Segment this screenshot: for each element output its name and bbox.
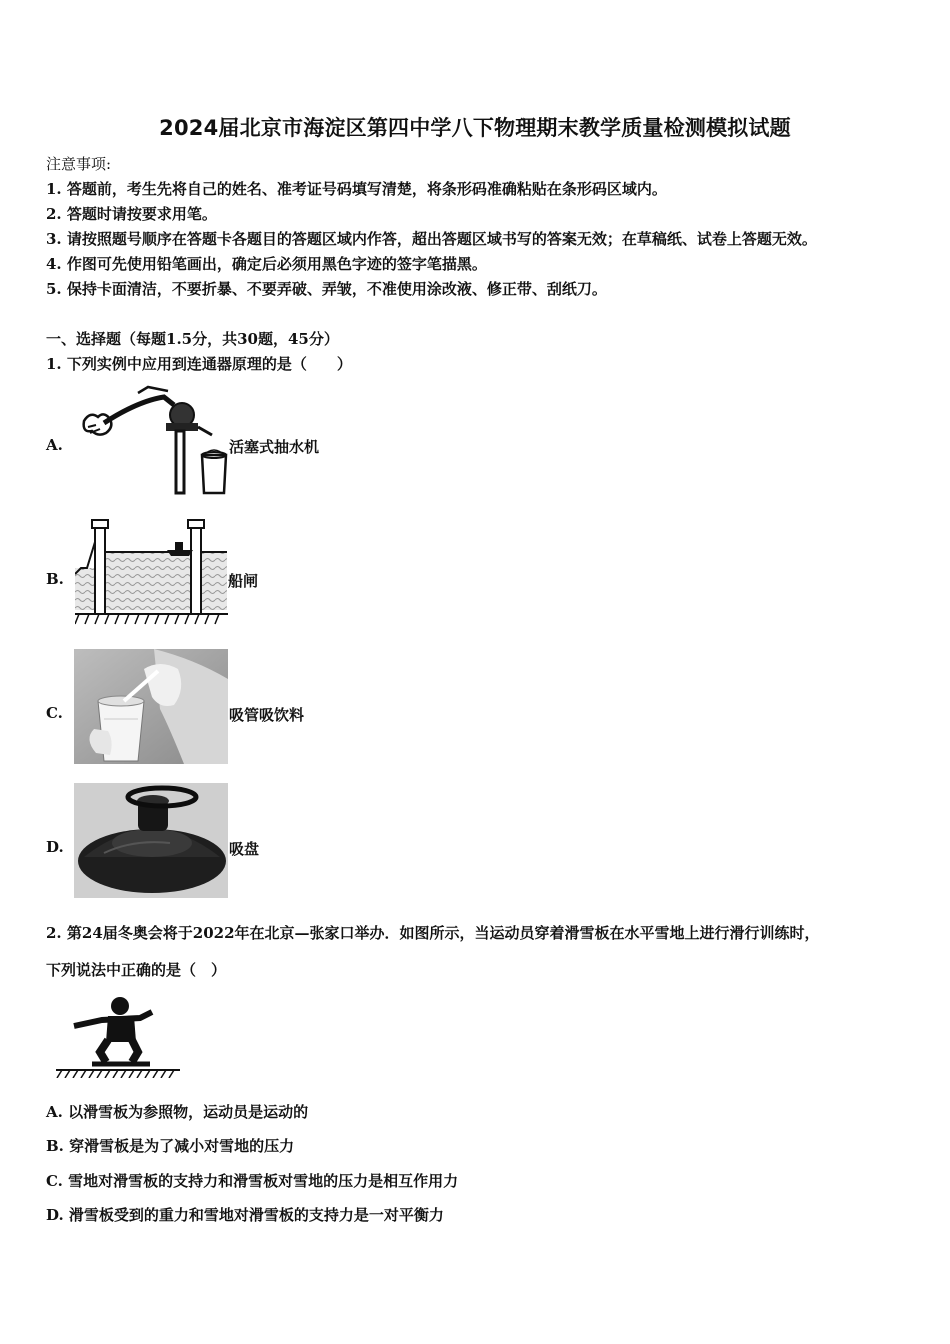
question-2-stem-line2: 下列说法中正确的是（ ）	[46, 961, 227, 979]
ship-lock-image	[75, 516, 228, 630]
note-item: 3. 请按照题号顺序在答题卡各题目的答题区域内作答，超出答题区域书写的答案无效；在草稿纸、试卷上答题无效。	[46, 230, 817, 248]
note-item: 5. 保持卡面清洁，不要折暴、不要弄破、弄皱，不准使用涂改液、修正带、刮纸刀。	[46, 280, 607, 298]
option-d-text: 吸盘	[229, 840, 260, 858]
notes-heading: 注意事项:	[46, 155, 112, 173]
option-d-letter: D.	[46, 838, 64, 856]
option-b-text: 船闸	[228, 572, 259, 590]
q2-option-d: D. 滑雪板受到的重力和雪地对滑雪板的支持力是一对平衡力	[46, 1206, 444, 1224]
option-b-letter: B.	[46, 570, 64, 588]
question-1-stem: 1. 下列实例中应用到连通器原理的是（ ）	[46, 355, 352, 373]
option-a-text: 活塞式抽水机	[229, 438, 320, 456]
note-item: 4. 作图可先使用铅笔画出，确定后必须用黑色字迹的签字笔描黑。	[46, 255, 487, 273]
q2-option-c: C. 雪地对滑雪板的支持力和滑雪板对雪地的压力是相互作用力	[46, 1172, 459, 1190]
piston-pump-image	[78, 383, 228, 496]
question-2-stem-line1: 2. 第24届冬奥会将于2022年在北京—张家口举办．如图所示，当运动员穿着滑雪板在水平雪地上进行滑行训练时，	[46, 924, 820, 942]
option-c-text: 吸管吸饮料	[229, 706, 305, 724]
q2-option-b: B. 穿滑雪板是为了减小对雪地的压力	[46, 1137, 295, 1155]
page-title: 2024届北京市海淀区第四中学八下物理期末教学质量检测模拟试题	[159, 116, 791, 140]
note-item: 2. 答题时请按要求用笔。	[46, 205, 217, 223]
option-a-letter: A.	[46, 436, 63, 454]
straw-drink-image	[74, 649, 228, 764]
q2-option-a: A. 以滑雪板为参照物，运动员是运动的	[46, 1103, 309, 1121]
snowboarder-image	[56, 992, 182, 1078]
section-heading: 一、选择题（每题1.5分，共30题，45分）	[46, 330, 339, 348]
option-c-letter: C.	[46, 704, 63, 722]
suction-cup-image	[74, 783, 228, 898]
note-item: 1. 答题前，考生先将自己的姓名、准考证号码填写清楚，将条形码准确粘贴在条形码区域内。	[46, 180, 667, 198]
